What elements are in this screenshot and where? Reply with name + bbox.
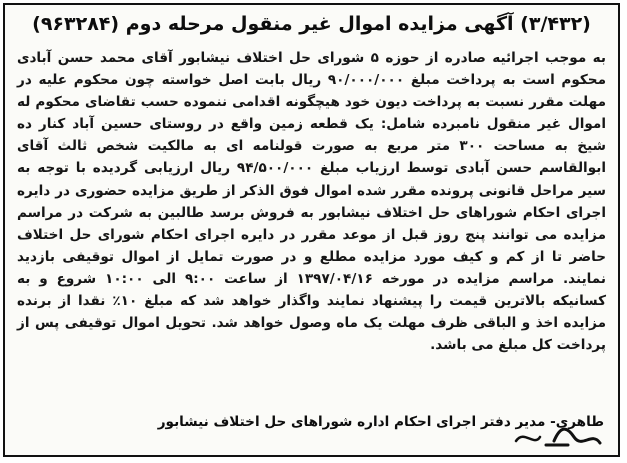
notice-signatory: طاهری- مدیر دفتر اجرای احکام اداره شوراهای حل اختلاف نیشابور xyxy=(157,414,604,430)
notice-title: (۳/۴۳۲) آگهی مزایده اموال غیر منقول مرحله دوم (۹۶۳۲۸۴) xyxy=(32,13,591,35)
notice-frame xyxy=(3,3,620,457)
notice-body: به موجب اجرائیه صادره از حوزه ۵ شورای حل اختلاف نیشابور آقای محمد حسن آبادی محکوم است به پرداخت مبلغ ۹۰/۰۰۰/۰۰۰ ریال بابت اصل خواسته چون محکوم علیه در مهلت مقرر نسبت به پرداخت دیون خود هیچگونه اقدامی ننموده حسب تقاضای محکوم له اموال غیر منقول نامبرده شامل: یک قطعه زمین واقع در روستای حسین آباد کنار ده شیخ به مساحت ۳۰۰ متر مربع به صورت قولنامه ای به مالکیت شخص ثالث آقای ابوالقاسم حسن آبادی توسط ارزیاب مبلغ ۹۴/۵۰۰/۰۰۰ ریال ارزیابی گردیده با توجه به سیر مراحل قانونی پرونده مقرر شده اموال فوق الذکر از طریق مزایده حضوری در دایره اجرای احکام شوراهای حل اختلاف نیشابور به فروش برسد طالبین به شرکت در مراسم مزایده می توانند پنج روز قبل از موعد مقرر در دایره اجرای احکام شورای حل اختلاف حاضر تا از کم و کیف مورد مزایده مطلع و در صورت تمایل از اموال توقیفی بازدید نمایند. مراسم مزایده در مورخه ۱۳۹۷/۰۴/۱۶ از ساعت ۹:۰۰ الی ۱۰:۰۰ شروع و به کسانیکه بالاترین قیمت را پیشنهاد نمایند واگذار خواهد شد که مبلغ ۱۰٪ نقدا از برنده مزایده اخذ و الباقی ظرف مهلت یک ماه وصول خواهد شد. تحویل اموال توقیفی پس از پرداخت کل مبلغ می باشد. xyxy=(17,50,607,354)
handwritten-signature xyxy=(450,423,610,453)
